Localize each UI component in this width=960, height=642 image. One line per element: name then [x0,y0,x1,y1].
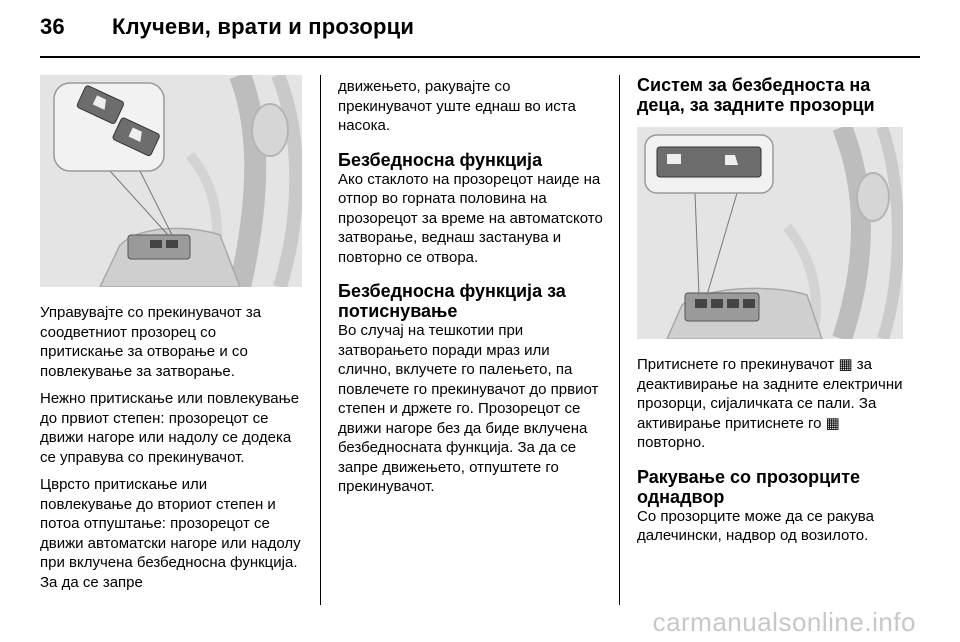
child-lock-drawing [637,127,903,339]
heading-remote-operation: Ракување со прозорците однадвор [637,466,861,507]
page-title: Клучеви, врати и прозорци [112,14,415,39]
window-lock-icon: ▦ [825,414,840,432]
child-lock-text-b: за деактивирање на задните електрични прозорци, сијаличката се пали. За активирање притиснете го [637,356,903,432]
watermark: carmanualsonline.info [652,607,916,637]
column-divider-1 [320,75,321,605]
paragraph-operate-switch: Управувајте со прекинувачот за соодветниот прозорец со притискање за отворање и со повлекување за затворање. [40,304,262,380]
paragraph-remote-operation: Со прозорците може да се ракува далечински, надвор од возилото. [637,507,874,544]
paragraph-first-stage: Нежно притискање или повлекување до првиот степен: прозорецот се движи нагоре или надолу се додека се управува со прекинувачот. [40,390,300,466]
child-lock-switch-illustration [637,127,903,339]
heading-safety-function: Безбедносна функција [338,149,543,170]
page-number: 36 [40,14,65,39]
paragraph-continuation: движењето, ракувајте со прекинувачот уште еднаш во иста насока. [338,78,576,134]
paragraph-override-safety: Во случај на тешкотии при затворањето поради мраз или слично, вклучете го палењето, па повлечете го прекинувачот до првиот степен и држете го. Прозорецот се движи нагоре без да биде вклучена безбедносната функција. За да се запре движењето, отпуштете го прекинувачот. [338,322,599,495]
heading-child-safety: Систем за безбедноста на деца, за задните прозорци [637,75,875,115]
page-header [40,14,414,40]
column-divider-2 [619,75,620,605]
window-lock-icon: ▦ [838,356,853,373]
paragraph-second-stage: Цврсто притискање или повлекување до вториот степен и потоа отпуштање: прозорецот се движи автоматски нагоре или надолу при вклучена безбедносна функција. За да се запре [40,476,301,591]
child-lock-text-c: повторно. [637,434,706,451]
column-2 [338,77,606,505]
paragraph-child-lock [637,355,903,453]
header-rule [40,56,920,58]
heading-override-safety: Безбедносна функција за потиснување [338,281,566,321]
paragraph-safety-function: Ако стаклото на прозорецот наиде на отпор во горната половина на прозорецот за време на автоматското затворање, веднаш застанува и повторно се отвора. [338,170,603,266]
column-1 [40,75,302,600]
child-lock-text-a: Притиснете го прекинувачот [637,356,839,373]
window-switch-drawing [40,75,302,287]
column-3 [637,75,903,554]
window-switch-illustration [40,75,302,287]
